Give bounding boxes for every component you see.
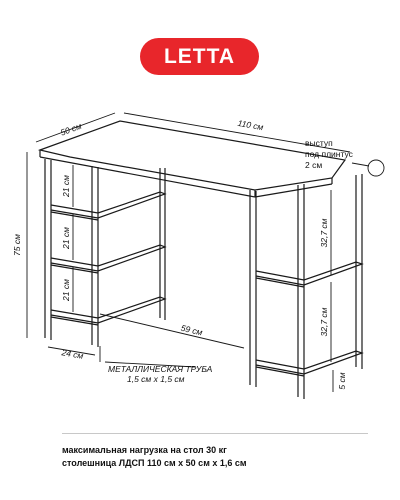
pipe-title: МЕТАЛЛИЧЕСКАЯ ТРУБА (108, 364, 213, 374)
dim-inner-width: 59 см (179, 322, 204, 338)
brand-name: LETTA (163, 44, 236, 68)
overhang-line-3: 2 см (305, 160, 323, 170)
pipe-size: 1,5 см х 1,5 см (127, 374, 185, 384)
spec-list (62, 444, 247, 470)
dim-shelf-left-3: 21 см (61, 279, 71, 301)
dim-foot-gap: 5 см (337, 372, 347, 390)
dim-shelf-right-1: 32,7 см (319, 218, 329, 248)
dim-bottom-depth: 24 см (60, 347, 85, 361)
dim-depth: 50 см (58, 120, 83, 138)
dim-shelf-right-2: 32,7 см (319, 307, 329, 337)
divider (62, 433, 368, 434)
dim-width: 110 см (236, 117, 265, 133)
overhang-leader (352, 163, 369, 166)
dim-shelf-left-1: 21 см (61, 175, 71, 197)
dim-height: 75 см (12, 234, 22, 256)
overhang-callout-circle (368, 160, 384, 176)
overhang-line-1: выступ (305, 138, 333, 148)
dim-shelf-left-2: 21 см (61, 227, 71, 249)
overhang-line-2: под плинтус (305, 149, 353, 159)
spec-max-load: максимальная нагрузка на стол 30 кг (62, 445, 227, 455)
spec-tabletop: столешница ЛДСП 110 см х 50 см х 1,6 см (62, 458, 247, 468)
